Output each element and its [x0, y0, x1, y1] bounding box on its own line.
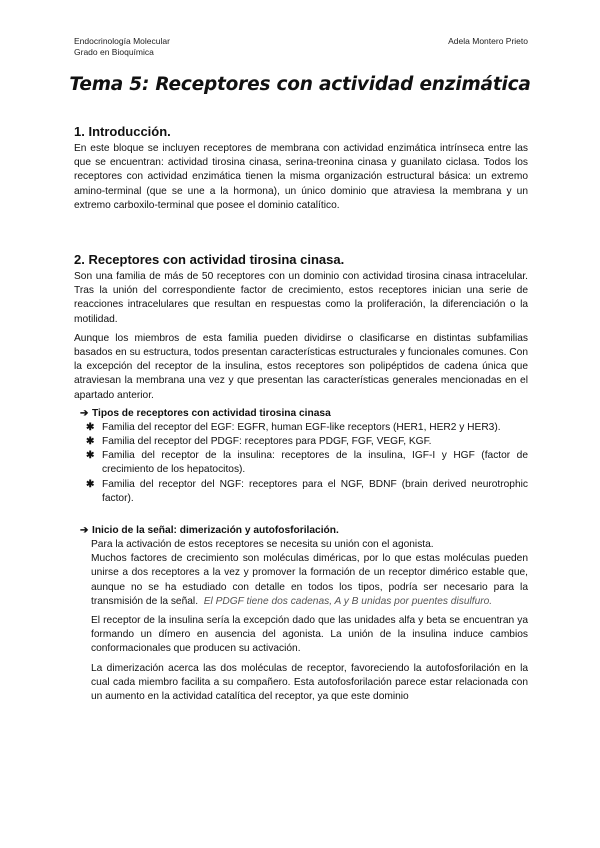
- paragraph: El receptor de la insulina sería la excepción dado que las unidades alfa y beta se encuentran ya formando un dímero en ausencia del agonista. La unión de la insulina induce cambios conformacionales que producen su activación.: [91, 615, 528, 655]
- section-heading: 2. Receptores con actividad tirosina cinasa.: [74, 252, 345, 267]
- intro-paragraph: En este bloque se incluyen receptores de membrana con actividad enzimática intrínseca entre las que se encuentran: actividad tirosina cinasa, serina-treonina cinasa y guanilato ciclasa. Todos los receptores con actividad enzimática tienen la misma organización estructural básica: un extremo amino-terminal (que se une a la hormona), un único dominio que atraviesa la membrana y un extremo carboxilo-terminal que posee el dominio catalítico.: [74, 143, 528, 211]
- page-header-left: [74, 36, 170, 58]
- signal-body: [91, 538, 528, 704]
- asterisk-bullet-icon: ✱: [86, 478, 95, 490]
- paragraph: Aunque los miembros de esta familia pueden dividirse o clasificarse en distintas subfamilias basados en su estructura, todos presentan características estructurales y funcionales comunes. Con la excepción del receptor de la insulina, estos receptores son polipéptidos de cadena única que atraviesan la membrana una vez y que presentan las características generales mencionadas en el apartado anterior.: [74, 332, 528, 401]
- course-name: Endocrinología Molecular: [74, 36, 170, 46]
- paragraph: Para la activación de estos receptores se necesita su unión con el agonista.: [91, 539, 434, 551]
- paragraph: La dimerización acerca las dos moléculas de receptor, favoreciendo la autofosforilación en la cual cada miembro facilita a su compañero. Esta autofosforilación parece estar relacionada con un aumento en la actividad catalítica del receptor, ya que este dominio: [91, 662, 528, 703]
- types-subheading: ➔ Tipos de receptores con actividad tirosina cinasa: [80, 407, 331, 419]
- degree-name: Grado en Bioquímica: [74, 47, 154, 57]
- arrow-right-icon: ➔: [80, 525, 89, 537]
- asterisk-bullet-icon: ✱: [86, 450, 95, 462]
- page-title: Tema 5: Receptores con actividad enzimática: [69, 74, 531, 95]
- list-item: ✱ Familia del receptor de la insulina: receptores de la insulina, IGF-I y HGF (factor de crecimiento de los hepatocitos).: [86, 450, 528, 476]
- paragraph: Son una familia de más de 50 receptores con un dominio con actividad tirosina cinasa intracelular. Tras la unión del correspondiente factor de crecimiento, estos receptores inician una serie de reacciones intracelulares que resultan en respuestas como la proliferación, la diferenciación o la motilidad.: [74, 271, 528, 325]
- side-note: El PDGF tiene dos cadenas, A y B unidas por puentes disulfuro.: [203, 595, 493, 607]
- section-tyrosine-kinase: [74, 252, 528, 704]
- list-item: ✱ Familia del receptor del PDGF: receptores para PDGF, FGF, VEGF, KGF.: [102, 435, 528, 449]
- section-heading: 1. Introducción.: [74, 124, 171, 139]
- paragraph: Muchos factores de crecimiento son moléculas diméricas, por lo que estas moléculas pueden unirse a dos receptores a la vez y promover la formación de un receptor dimérico estable que, aunque no se ha estudiado con detalle en todos los tipos, podría ser necesario para la transmisión de la señal. El PDGF tiene dos cadenas, A y B unidas por puentes disulfuro.: [91, 553, 528, 607]
- asterisk-bullet-icon: ✱: [86, 436, 95, 448]
- section-introduction: [74, 124, 528, 213]
- author-name: Adela Montero Prieto: [448, 36, 528, 46]
- signal-subheading: ➔ Inicio de la señal: dimerización y autofosforilación.: [80, 525, 339, 537]
- asterisk-bullet-icon: ✱: [86, 421, 95, 433]
- arrow-right-icon: ➔: [80, 407, 89, 419]
- list-item: ✱ Familia del receptor del EGF: EGFR, human EGF-like receptors (HER1, HER2 y HER3).: [102, 421, 528, 435]
- receptor-types-list: [74, 421, 528, 506]
- list-item: ✱ Familia del receptor del NGF: receptores para el NGF, BDNF (brain derived neurotrophic factor).: [86, 478, 528, 504]
